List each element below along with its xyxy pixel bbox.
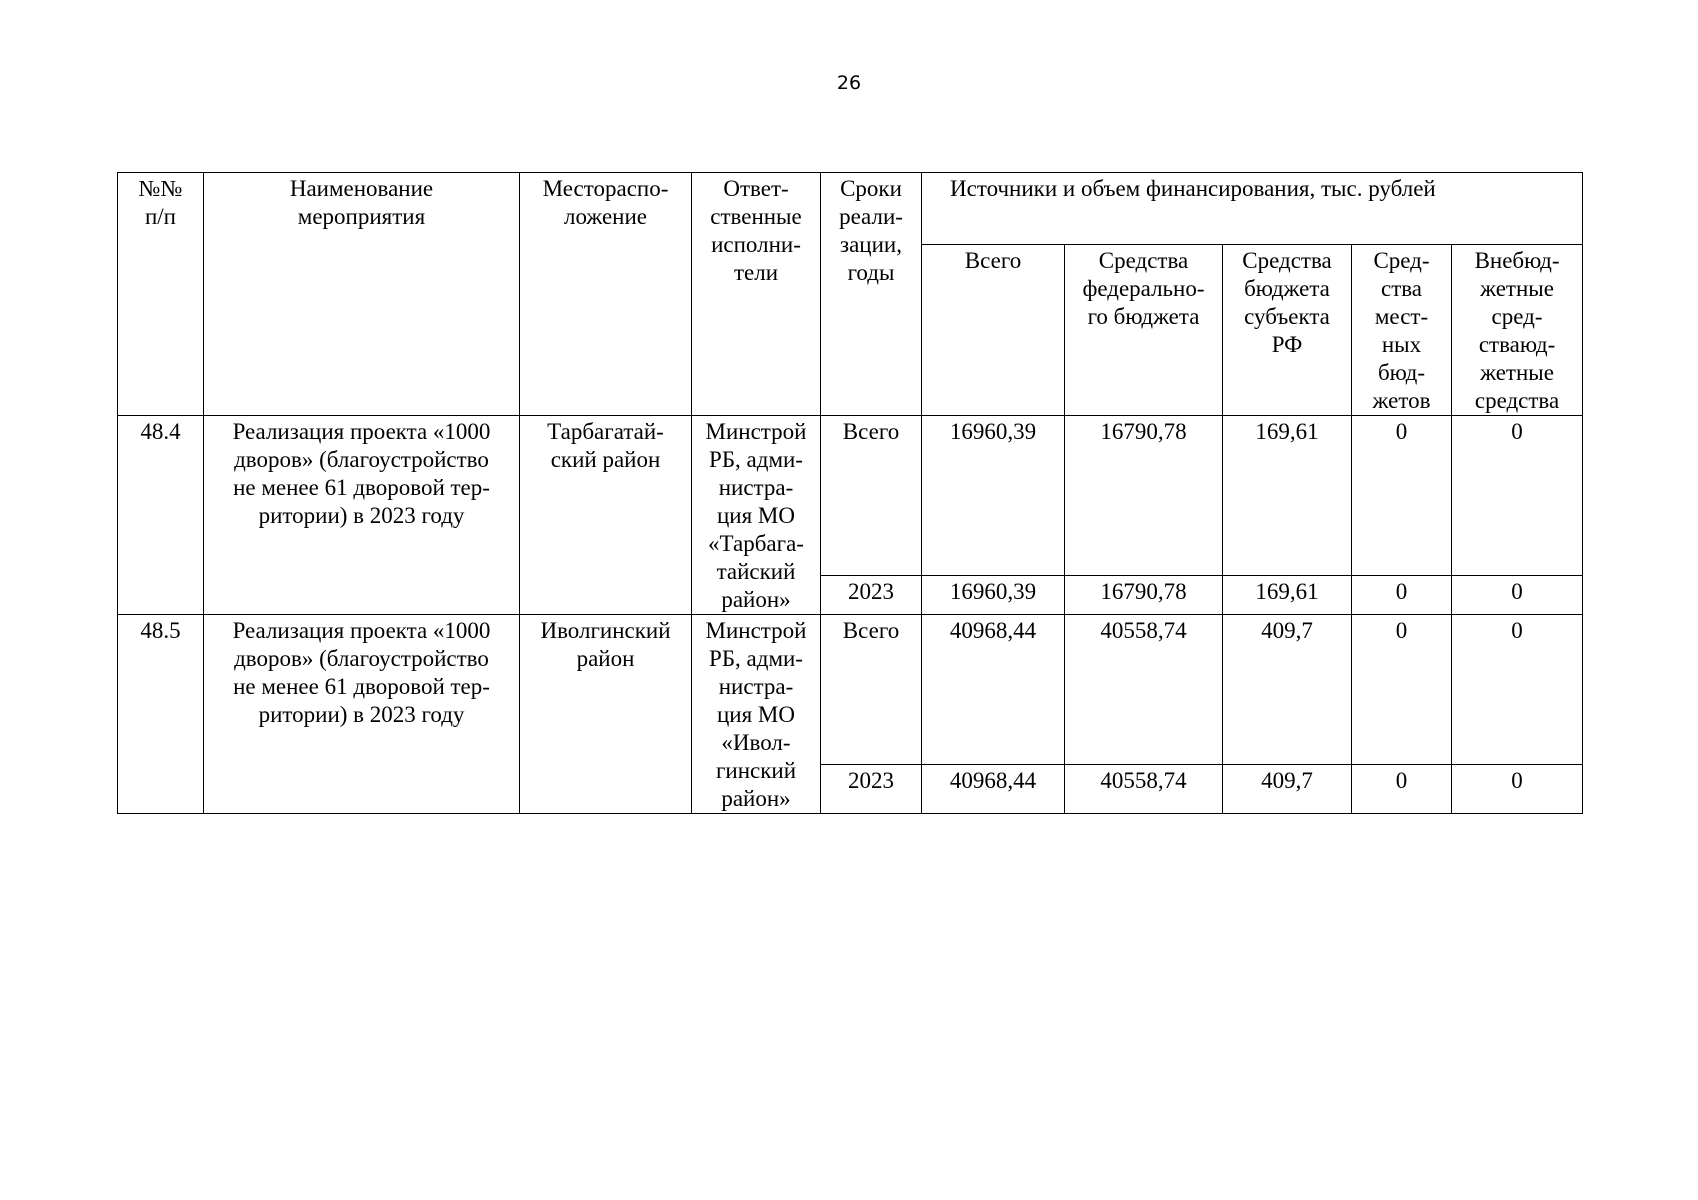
row-local: 0 [1352,416,1452,576]
col-header-extra: Внебюд- жетные сред- стваюд- жетные средства [1452,245,1583,416]
row-period: 2023 [821,765,922,814]
row-period: Всего [821,416,922,576]
row-extra: 0 [1452,765,1583,814]
row-federal: 40558,74 [1065,615,1223,765]
row-subject: 409,7 [1223,765,1352,814]
row-responsible: Минстрой РБ, адми- нистра- ция МО «Ивол- гинский район» [692,615,821,814]
row-location: Иволгинский район [520,615,692,814]
row-extra: 0 [1452,416,1583,576]
col-header-funding: Источники и объем финансирования, тыс. рублей [922,173,1583,245]
row-total: 40968,44 [922,615,1065,765]
table-row [118,416,1583,576]
table-row [118,615,1583,765]
row-extra: 0 [1452,615,1583,765]
row-federal: 16790,78 [1065,576,1223,615]
col-header-period: Сроки реали- зации, годы [821,173,922,416]
col-header-num: №№ п/п [118,173,204,416]
row-extra: 0 [1452,576,1583,615]
col-header-total: Всего [922,245,1065,416]
row-num: 48.4 [118,416,204,615]
page-number: 26 [836,72,862,94]
col-header-name: Наименование мероприятия [204,173,520,416]
row-federal: 40558,74 [1065,765,1223,814]
row-total: 16960,39 [922,416,1065,576]
row-num: 48.5 [118,615,204,814]
col-header-responsible: Ответ- ственные исполни- тели [692,173,821,416]
col-header-subject: Средства бюджета субъекта РФ [1223,245,1352,416]
header-row-1 [118,173,1583,245]
row-local: 0 [1352,576,1452,615]
row-location: Тарбагатай- ский район [520,416,692,615]
row-subject: 409,7 [1223,615,1352,765]
col-header-local: Сред- ства мест- ных бюд- жетов [1352,245,1452,416]
row-name: Реализация проекта «1000 дворов» (благоустройство не менее 61 дворовой тер- ритории) в 2023 году [204,416,520,615]
col-header-location: Местораспо- ложение [520,173,692,416]
row-total: 40968,44 [922,765,1065,814]
row-responsible: Минстрой РБ, адми- нистра- ция МО «Тарбага- тайский район» [692,416,821,615]
row-subject: 169,61 [1223,576,1352,615]
row-period: Всего [821,615,922,765]
funding-table [117,172,1583,814]
row-name: Реализация проекта «1000 дворов» (благоустройство не менее 61 дворовой тер- ритории) в 2023 году [204,615,520,814]
row-period: 2023 [821,576,922,615]
row-total: 16960,39 [922,576,1065,615]
row-local: 0 [1352,765,1452,814]
col-header-federal: Средства федерально- го бюджета [1065,245,1223,416]
row-subject: 169,61 [1223,416,1352,576]
row-local: 0 [1352,615,1452,765]
row-federal: 16790,78 [1065,416,1223,576]
